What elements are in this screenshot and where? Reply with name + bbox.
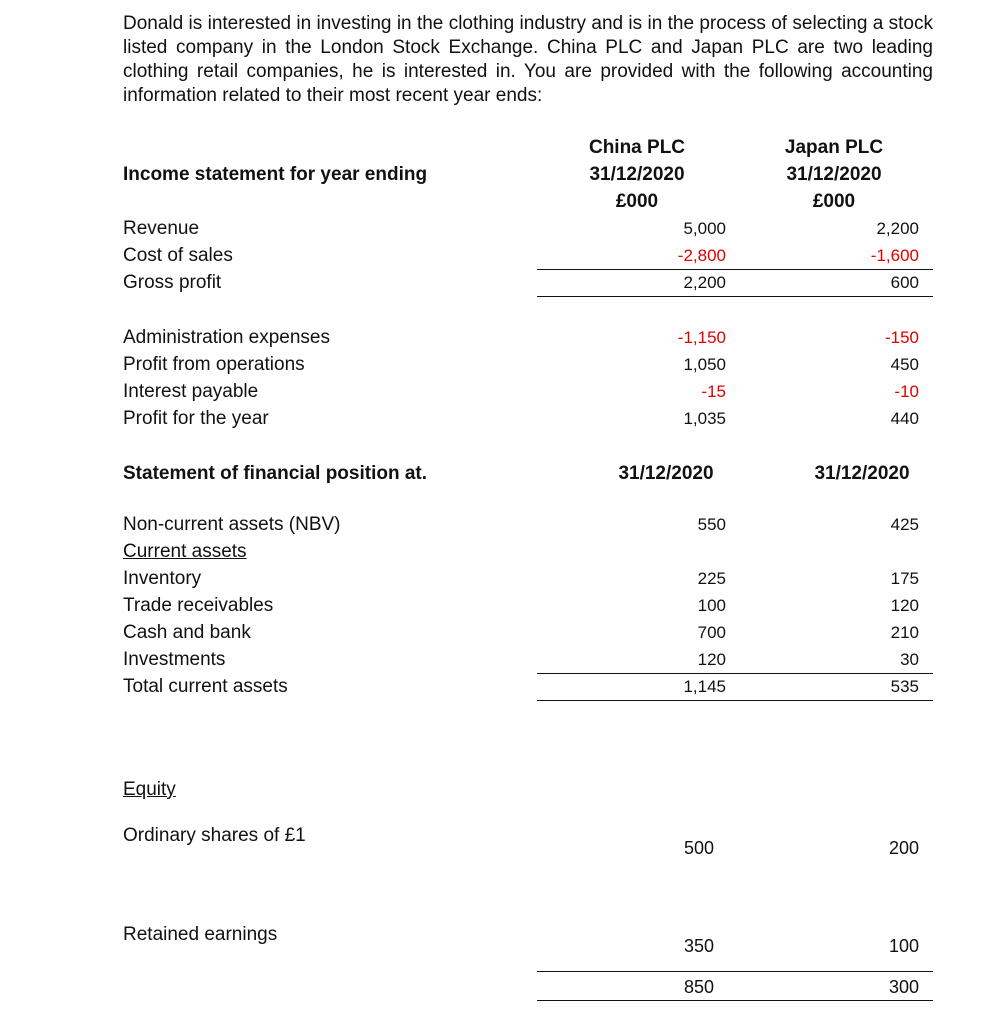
current-assets-heading: Current assets bbox=[123, 541, 247, 562]
cost-of-sales-label: Cost of sales bbox=[123, 245, 233, 266]
japan-cost-of-sales: -1,600 bbox=[870, 246, 919, 265]
inventory-label: Inventory bbox=[123, 568, 202, 589]
trade-receivables-label: Trade receivables bbox=[123, 595, 274, 616]
japan-retained-earnings: 100 bbox=[888, 936, 919, 956]
japan-currency-unit: £000 bbox=[812, 191, 856, 212]
china-gross-profit-rule-top bbox=[537, 269, 737, 270]
japan-admin-expenses: -150 bbox=[884, 328, 919, 347]
gross-profit-label: Gross profit bbox=[123, 272, 222, 293]
japan-trade-receivables: 120 bbox=[890, 596, 919, 615]
china-year-end-date: 31/12/2020 bbox=[589, 164, 685, 185]
china-current-assets-rule-top bbox=[537, 673, 737, 674]
china-profit-for-year: 1,035 bbox=[683, 409, 726, 428]
japan-position-date: 31/12/2020 bbox=[814, 463, 910, 484]
cash-and-bank-label: Cash and bank bbox=[123, 622, 251, 643]
china-investments: 120 bbox=[697, 650, 726, 669]
japan-total-equity: 300 bbox=[888, 977, 919, 997]
china-total-equity: 850 bbox=[683, 977, 714, 997]
china-gross-profit: 2,200 bbox=[683, 273, 726, 292]
interest-payable-label: Interest payable bbox=[123, 381, 259, 402]
japan-gross-profit: 600 bbox=[890, 273, 919, 292]
japan-cash-and-bank: 210 bbox=[890, 623, 919, 642]
profit-from-operations-label: Profit from operations bbox=[123, 354, 305, 375]
japan-equity-rule-top bbox=[733, 971, 933, 972]
japan-total-current-assets: 535 bbox=[890, 677, 919, 696]
japan-profit-for-year: 440 bbox=[890, 409, 919, 428]
equity-heading: Equity bbox=[123, 779, 176, 800]
china-revenue: 5,000 bbox=[683, 219, 726, 238]
profit-for-year-label: Profit for the year bbox=[123, 408, 269, 429]
japan-profit-from-operations: 450 bbox=[890, 355, 919, 374]
investments-label: Investments bbox=[123, 649, 226, 670]
china-position-date: 31/12/2020 bbox=[618, 463, 714, 484]
japan-investments: 30 bbox=[900, 650, 919, 669]
china-non-current-assets: 550 bbox=[697, 515, 726, 534]
china-interest-payable: -15 bbox=[701, 382, 726, 401]
retained-earnings-label: Retained earnings bbox=[123, 924, 278, 945]
ordinary-shares-label: Ordinary shares of £1 bbox=[123, 825, 306, 846]
total-current-assets-label: Total current assets bbox=[123, 676, 288, 697]
china-equity-rule-top bbox=[537, 971, 737, 972]
china-cash-and-bank: 700 bbox=[697, 623, 726, 642]
japan-company-name: Japan PLC bbox=[784, 137, 884, 158]
admin-expenses-label: Administration expenses bbox=[123, 327, 330, 348]
china-equity-rule-bottom bbox=[537, 1000, 737, 1001]
japan-gross-profit-rule-bottom bbox=[733, 296, 933, 297]
japan-current-assets-rule-bottom bbox=[733, 700, 933, 701]
china-ordinary-shares: 500 bbox=[683, 838, 714, 858]
china-retained-earnings: 350 bbox=[683, 936, 714, 956]
china-trade-receivables: 100 bbox=[697, 596, 726, 615]
china-gross-profit-rule-bottom bbox=[537, 296, 737, 297]
income-statement-heading: Income statement for year ending bbox=[123, 164, 428, 185]
japan-equity-rule-bottom bbox=[733, 1000, 933, 1001]
china-admin-expenses: -1,150 bbox=[677, 328, 726, 347]
china-total-current-assets: 1,145 bbox=[683, 677, 726, 696]
japan-year-end-date: 31/12/2020 bbox=[786, 164, 882, 185]
japan-current-assets-rule-top bbox=[733, 673, 933, 674]
china-company-name: China PLC bbox=[588, 137, 686, 158]
japan-gross-profit-rule-top bbox=[733, 269, 933, 270]
china-current-assets-rule-bottom bbox=[537, 700, 737, 701]
china-currency-unit: £000 bbox=[615, 191, 659, 212]
china-inventory: 225 bbox=[697, 569, 726, 588]
financial-position-heading: Statement of financial position at. bbox=[123, 463, 428, 484]
japan-interest-payable: -10 bbox=[894, 382, 919, 401]
japan-inventory: 175 bbox=[890, 569, 919, 588]
china-profit-from-operations: 1,050 bbox=[683, 355, 726, 374]
non-current-assets-label: Non-current assets (NBV) bbox=[123, 514, 341, 535]
revenue-label: Revenue bbox=[123, 218, 200, 239]
china-cost-of-sales: -2,800 bbox=[677, 246, 726, 265]
japan-revenue: 2,200 bbox=[876, 219, 919, 238]
japan-non-current-assets: 425 bbox=[890, 515, 919, 534]
intro-paragraph: Donald is interested in investing in the clothing industry and is in the process of selecting a stock listed company in the London Stock Exchange. China PLC and Japan PLC are two leading clothing retail companies, he is interested in. You are provided with the following accounting information related to their most recent year ends: bbox=[123, 13, 933, 106]
japan-ordinary-shares: 200 bbox=[888, 838, 919, 858]
